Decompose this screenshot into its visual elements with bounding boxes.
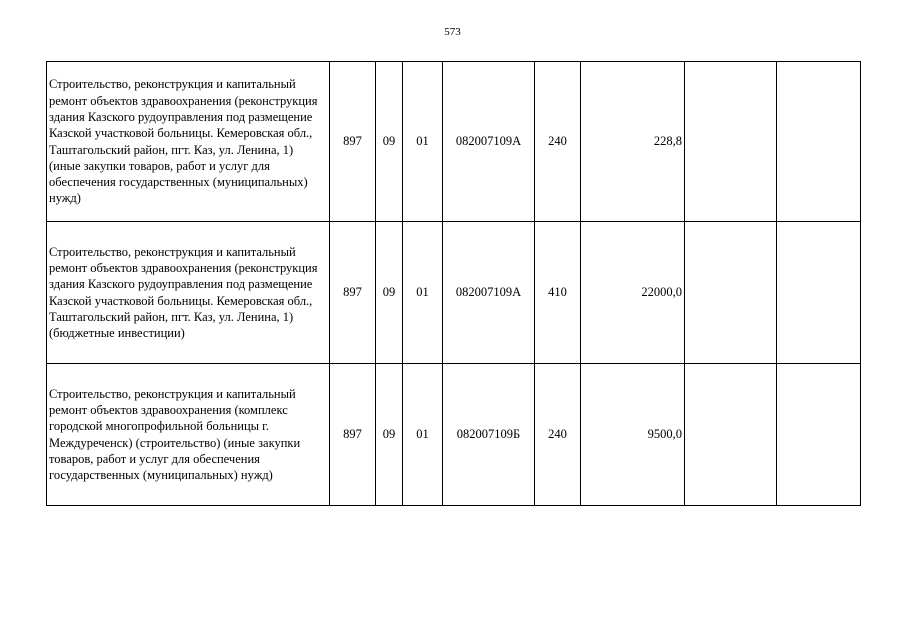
row-description: Строительство, реконструкция и капитальный ремонт объектов здравоохранения (реконструкция здания Казского рудоуправления под размещение Казской участковой больницы. Кемеровская обл., Таштагольский район, пгт. Каз, ул. Ленина, 1) (иные закупки товаров, работ и услуг для обеспечения государственных (муниципальных) нужд) [47, 62, 330, 222]
empty-cell [685, 62, 777, 222]
target-article-code: 082007109Б [443, 364, 535, 506]
row-description: Строительство, реконструкция и капитальный ремонт объектов здравоохранения (реконструкция здания Казского рудоуправления под размещение Казской участковой больницы. Кемеровская обл., Таштагольский район, пгт. Каз, ул. Ленина, 1) (бюджетные инвестиции) [47, 222, 330, 364]
section-code: 09 [376, 62, 403, 222]
table-row [47, 364, 861, 506]
empty-cell [777, 62, 861, 222]
table-row [47, 222, 861, 364]
expense-type-code: 240 [535, 62, 581, 222]
section-code: 09 [376, 364, 403, 506]
ministry-code: 897 [330, 62, 376, 222]
target-article-code: 082007109А [443, 62, 535, 222]
page-number: 573 [444, 26, 461, 38]
subsection-code: 01 [403, 222, 443, 364]
subsection-code: 01 [403, 62, 443, 222]
empty-cell [685, 364, 777, 506]
expense-type-code: 410 [535, 222, 581, 364]
ministry-code: 897 [330, 364, 376, 506]
amount: 22000,0 [581, 222, 685, 364]
subsection-code: 01 [403, 364, 443, 506]
expense-type-code: 240 [535, 364, 581, 506]
empty-cell [777, 364, 861, 506]
target-article-code: 082007109А [443, 222, 535, 364]
ministry-code: 897 [330, 222, 376, 364]
empty-cell [777, 222, 861, 364]
amount: 228,8 [581, 62, 685, 222]
row-description: Строительство, реконструкция и капитальный ремонт объектов здравоохранения (комплекс городской многопрофильной больницы г. Междуреченск) (строительство) (иные закупки товаров, работ и услуг для обеспечения государственных (муниципальных) нужд) [47, 364, 330, 506]
empty-cell [685, 222, 777, 364]
section-code: 09 [376, 222, 403, 364]
table-row [47, 62, 861, 222]
amount: 9500,0 [581, 364, 685, 506]
budget-table [46, 61, 861, 506]
